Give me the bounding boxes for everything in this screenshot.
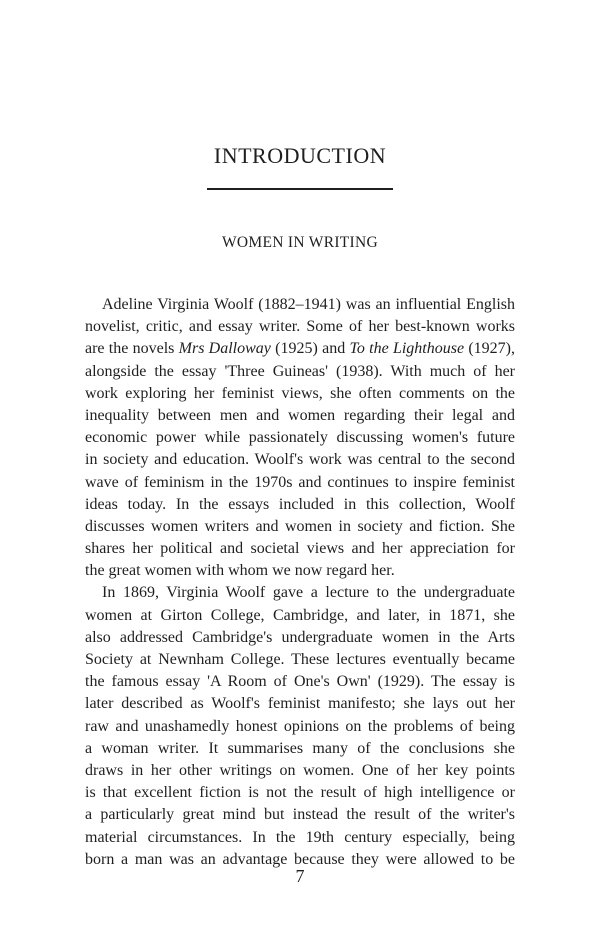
text-line [85,671,515,693]
text-line [85,316,515,338]
text-segment: shares her political and societal views and her appreciation for [85,540,515,558]
text-segment: novelist, critic, and essay writer. Some of her best-known works [85,318,515,336]
text-line [85,605,515,627]
text-line [85,582,515,604]
paragraph [85,582,515,870]
work-title: Mrs Dalloway [178,340,271,358]
text-line [85,472,515,494]
text-segment: is that excellent fiction is not the result of high intelligence or [85,784,515,802]
text-line [85,361,515,383]
text-segment: economic power while passionately discussing women's future [85,429,515,447]
text-line [85,538,515,560]
text-segment: the famous essay 'A Room of One's Own' (1929). The essay is [85,673,515,691]
chapter-title: INTRODUCTION [213,143,387,168]
text-line [85,693,515,715]
text-line [85,405,515,427]
text-line [85,627,515,649]
text-line [85,516,515,538]
text-segment: inequality between men and women regarding their legal and [85,406,515,424]
text-segment: raw and unashamedly honest opinions on the problems of being [85,717,515,735]
text-line [85,494,515,516]
body-text [85,294,515,871]
text-line [85,294,515,316]
text-line [85,649,515,671]
text-segment: the great women with whom we now regard her. [85,562,395,580]
text-segment: Adeline Virginia Woolf (1882–1941) was an influential English [102,296,515,313]
text-segment: ideas today. In the essays included in this collection, Woolf [85,495,515,513]
text-segment: draws in her other writings on women. One of her key points [85,761,515,779]
text-line [85,338,515,360]
text-segment: discusses women writers and women in society and fiction. She [85,517,515,535]
text-line [85,804,515,826]
page-number: 7 [295,866,305,886]
text-segment: (1927), [464,340,515,358]
text-line [85,716,515,738]
section-title: WOMEN IN WRITING [221,234,379,251]
text-line [85,760,515,782]
text-line [85,449,515,471]
text-segment: also addressed Cambridge's undergraduate women in the Arts [85,628,515,646]
text-segment: (1925) and [270,340,350,358]
title-divider [207,188,393,190]
text-segment: alongside the essay 'Three Guineas' (1938). With much of her [85,362,515,380]
text-line [85,427,515,449]
text-segment: In 1869, Virginia Woolf gave a lecture to the undergraduate [102,584,515,602]
text-line [85,782,515,804]
text-segment: material circumstances. In the 19th century especially, being [85,828,515,846]
text-segment: born a man was an advantage because they were allowed to be [85,850,515,868]
text-segment: later described as Woolf's feminist manifesto; she lays out her [85,695,515,713]
work-title: To the Lighthouse [349,340,465,358]
text-segment: in society and education. Woolf's work was central to the second [85,451,515,469]
text-segment: work exploring her feminist views, she often comments on the [85,384,515,402]
text-line [85,738,515,760]
text-line [85,827,515,849]
text-line [85,560,515,582]
paragraph [85,294,515,582]
text-segment: a particularly great mind but instead the result of the writer's [85,806,515,824]
text-segment: a woman writer. It summarises many of the conclusions she [85,739,515,757]
text-segment: are the novels [85,340,179,358]
text-segment: women at Girton College, Cambridge, and later, in 1871, she [85,606,515,624]
text-line [85,383,515,405]
text-segment: Society at Newnham College. These lectures eventually became [85,651,515,668]
text-segment: wave of feminism in the 1970s and continues to inspire feminist [85,473,515,491]
